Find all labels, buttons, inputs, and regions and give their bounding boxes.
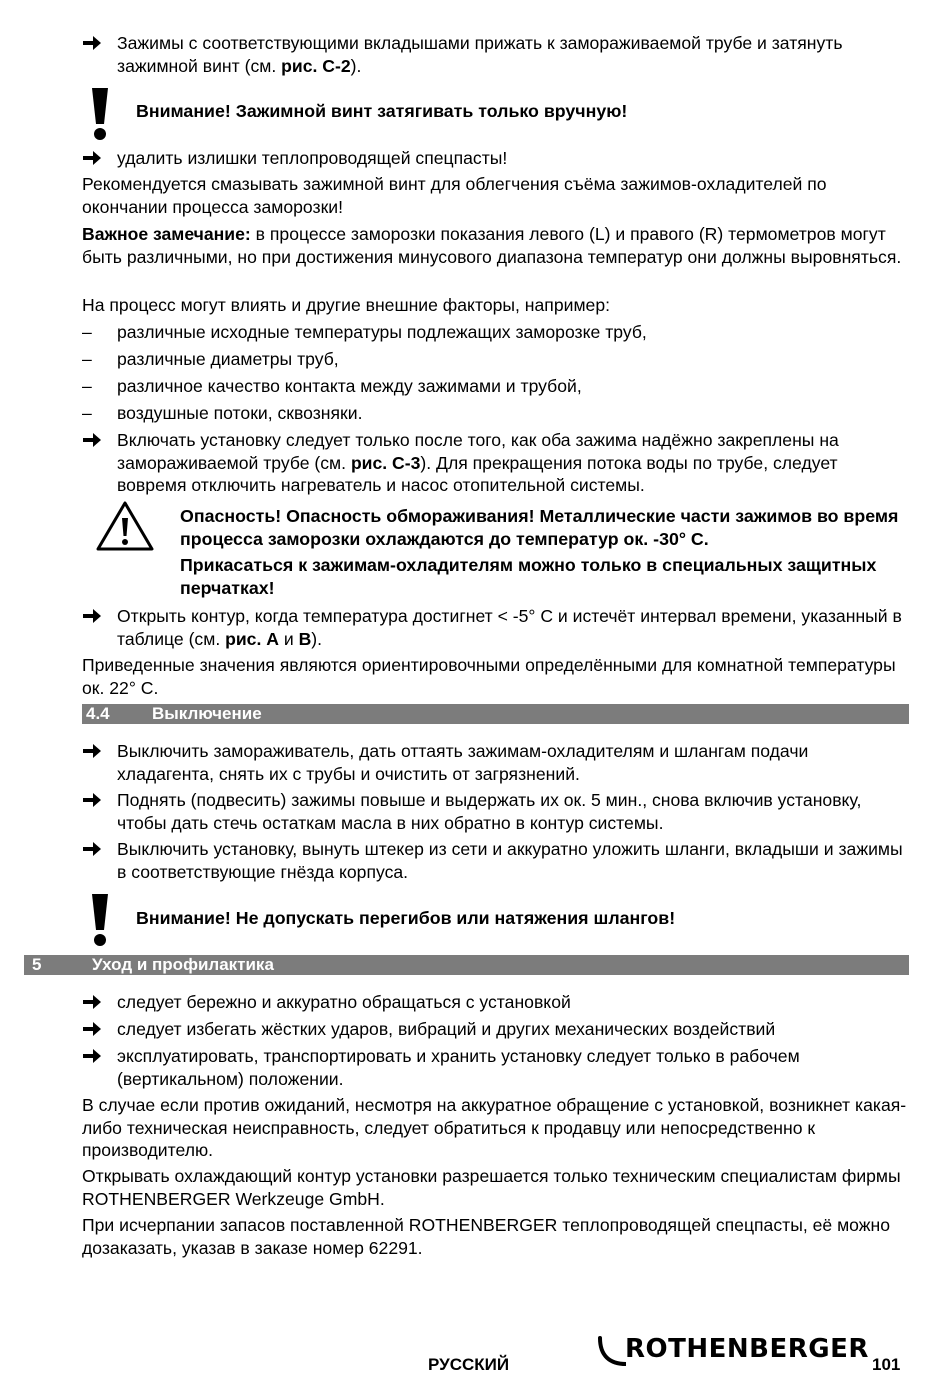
paragraph: При исчерпании запасов поставленной ROTHENBERGER теплопроводящей спецпасты, её можно дозаказать, указав в заказе номер 62291.	[82, 1215, 891, 1258]
section-title: Выключение	[152, 704, 262, 723]
arrow-right-icon	[82, 994, 102, 1010]
instruction-text-mid: и	[278, 628, 299, 649]
section-number: 5	[32, 955, 42, 974]
list-item: – различное качество контакта между зажимами и трубой,	[82, 375, 908, 398]
warning-text: Внимание! Не допускать перегибов или натяжения шлангов!	[136, 908, 676, 928]
figure-reference: рис. А	[225, 628, 279, 649]
section-number: 4.4	[86, 704, 110, 723]
instruction-item	[82, 1045, 908, 1090]
figure-reference: рис. С-2	[281, 55, 351, 76]
instruction-text: следует избегать жёстких ударов, вибраций и других механических воздействий	[117, 1019, 776, 1039]
paragraph: На процесс могут влиять и другие внешние факторы, например:	[82, 295, 611, 315]
instruction-item	[82, 1018, 908, 1041]
danger-text: Опасность! Опасность обмораживания! Металлические части зажимов во время процесса заморозки охлаждаются до температур ок. -30° С.	[180, 506, 899, 549]
instruction-text-tail: ).	[350, 55, 362, 76]
instruction-item	[82, 740, 908, 785]
instruction-item	[82, 429, 908, 497]
warning-text: Внимание! Зажимной винт затягивать только вручную!	[136, 101, 628, 121]
paragraph: Открывать охлаждающий контур установки разрешается только техническим специалистам фирмы ROTHENBERGER Werkzeuge GmbH.	[82, 1166, 901, 1209]
danger-text: Прикасаться к зажимам-охладителям можно только в специальных защитных перчатках!	[180, 555, 877, 598]
arrow-right-icon	[82, 841, 102, 857]
footer-language: РУССКИЙ	[428, 1355, 510, 1374]
instruction-item	[82, 605, 908, 650]
arrow-right-icon	[82, 150, 102, 166]
instruction-item	[82, 838, 908, 883]
list-item-text: различные диаметры труб,	[117, 349, 339, 369]
list-item: – различные диаметры труб,	[82, 348, 908, 371]
arrow-right-icon	[82, 608, 102, 624]
instruction-text-tail: ).	[311, 628, 323, 649]
list-item-text: различные исходные температуры подлежащих заморозке труб,	[117, 322, 647, 342]
paragraph: Рекомендуется смазывать зажимной винт для облегчения съёма зажимов-охладителей по окончании процесса заморозки!	[82, 174, 827, 217]
instruction-text: следует бережно и аккуратно обращаться с установкой	[117, 992, 571, 1012]
instruction-text-tail: ). Для прекращения потока воды по трубе, следует вовремя отключить нагреватель и насос отопительной системы.	[117, 452, 838, 495]
instruction-text: Выключить установку, вынуть штекер из сети и аккуратно уложить шланги, вкладыши и зажимы в соответствующие гнёзда корпуса.	[117, 839, 903, 882]
paragraph: Приведенные значения являются ориентировочными определёнными для комнатной температуры ок. 22° С.	[82, 655, 896, 698]
exclamation-icon	[89, 86, 111, 142]
list-item: – различные исходные температуры подлежащих заморозке труб,	[82, 321, 908, 344]
instruction-item	[82, 789, 908, 834]
instruction-item	[82, 991, 908, 1014]
list-item-text: воздушные потоки, сквозняки.	[117, 403, 363, 423]
instruction-item	[82, 147, 908, 170]
arrow-right-icon	[82, 792, 102, 808]
section-heading	[24, 955, 909, 975]
brand-logo: ROTHENBERGER	[625, 1334, 869, 1364]
arrow-right-icon	[82, 743, 102, 759]
instruction-text: Включать установку следует только после того, как оба зажима надёжно закреплены на замораживаемой трубе (см.	[117, 430, 839, 473]
hazard-triangle-icon	[95, 500, 155, 552]
instruction-text: эксплуатировать, транспортировать и хранить установку следует только в рабочем (вертикальном) положении.	[117, 1046, 800, 1089]
note-lead: Важное замечание:	[82, 224, 251, 244]
note-text: в процессе заморозки показания левого (L) и правого (R) термометров могут быть различными, но при достижения минусового диапазона температур они должны выровняться.	[82, 224, 902, 267]
figure-reference: рис. С-3	[350, 452, 421, 473]
list-item: – воздушные потоки, сквозняки.	[82, 402, 908, 425]
arrow-right-icon	[82, 1048, 102, 1064]
instruction-item	[82, 32, 908, 77]
figure-reference: В	[298, 628, 312, 649]
arrow-right-icon	[82, 432, 102, 448]
section-title: Уход и профилактика	[92, 955, 274, 974]
arrow-right-icon	[82, 1021, 102, 1037]
page-number: 101	[872, 1355, 901, 1374]
instruction-text: Выключить замораживатель, дать оттаять зажимам-охладителям и шлангам подачи хладагента, снять их с трубы и очистить от загрязнений.	[117, 741, 809, 784]
brand-swoosh-icon	[596, 1334, 626, 1368]
paragraph: В случае если против ожиданий, несмотря на аккуратное обращение с установкой, возникнет какая-либо техническая неисправность, следует обратиться к продавцу или непосредственно к производителю.	[82, 1095, 907, 1160]
section-heading	[82, 704, 909, 724]
instruction-text: удалить излишки теплопроводящей спецпасты!	[117, 148, 508, 168]
instruction-text: Зажимы с соответствующими вкладышами прижать к замораживаемой трубе и затянуть зажимной винт (см.	[117, 33, 843, 76]
list-item-text: различное качество контакта между зажимами и трубой,	[117, 376, 582, 396]
important-note	[82, 223, 908, 268]
instruction-text: Открыть контур, когда температура достигнет < -5° С и истечёт интервал времени, указанный в таблице (см.	[117, 606, 902, 649]
instruction-text: Поднять (подвесить) зажимы повыше и выдержать их ок. 5 мин., снова включив установку, чтобы дать стечь остаткам масла в них обратно в контур системы.	[117, 790, 862, 833]
arrow-right-icon	[82, 35, 102, 51]
exclamation-icon	[89, 892, 111, 948]
